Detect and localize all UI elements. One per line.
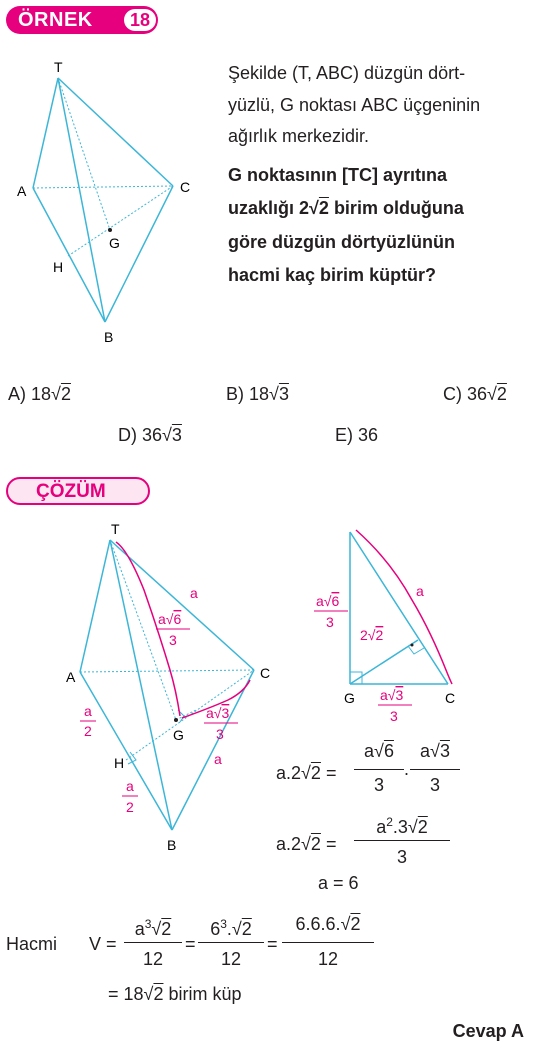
tri-label-a: a — [416, 583, 424, 599]
question-line-3: ağırlık merkezidir. — [228, 126, 370, 146]
sol-label-H: H — [114, 755, 125, 771]
question-bold-1: G noktasının [TC] ayrıtına — [228, 165, 448, 185]
vol-eq-2: = — [267, 934, 278, 954]
figure-tetrahedron-question — [0, 50, 220, 350]
option-b[interactable]: B) 18√3 — [226, 384, 289, 404]
label-B: B — [104, 329, 114, 345]
option-d[interactable]: D) 36√3 — [118, 425, 182, 445]
sol-gc-den: 3 — [216, 726, 224, 742]
tri-base-den: 3 — [390, 708, 398, 724]
eq1-num1: a√6 — [364, 741, 394, 761]
vol-f1-num: $a^3√2$ — [134, 917, 172, 939]
figure-tetrahedron-solution — [60, 520, 290, 860]
example-number: 18 — [124, 9, 156, 31]
sol-hb-num: a — [126, 778, 134, 794]
sol-ah-num: a — [84, 703, 92, 719]
eq2-num: $a^2.3√2$ — [376, 815, 428, 837]
question-line-2: yüzlü, G noktası ABC üçgeninin — [228, 95, 481, 115]
figure-right-triangle — [300, 520, 530, 730]
question-bold-3: göre düzgün dörtyüzlünün — [228, 232, 455, 252]
sol-gc-num: a√3 — [206, 705, 230, 721]
option-c[interactable]: C) 36√2 — [443, 384, 507, 404]
tri-label-G: G — [344, 690, 355, 706]
vol-f2-num: $6^3.√2$ — [210, 917, 252, 939]
volume-label: Hacmi — [6, 934, 58, 954]
example-tag — [6, 6, 158, 34]
eq1-num2: a√3 — [420, 741, 450, 761]
vol-f2-bar — [198, 942, 264, 943]
sol-label-T: T — [111, 521, 120, 537]
eq1-den2: 3 — [429, 775, 440, 795]
label-T: T — [54, 59, 63, 75]
answer: Cevap A — [452, 1021, 524, 1041]
label-H: H — [53, 259, 64, 275]
vol-f3-den: 12 — [317, 949, 339, 969]
tri-dist: 2√2 — [360, 627, 384, 643]
eq1-den1: 3 — [373, 775, 384, 795]
tri-base-num: a√3 — [380, 687, 404, 703]
eq1-bar2 — [410, 769, 460, 770]
eq1-lhs: a.2√2 = — [276, 763, 337, 783]
question-bold-2: uzaklığı 2√2 birim olduğuna — [228, 198, 464, 218]
label-C: C — [180, 179, 191, 195]
volume-result: = 18√2 birim küp — [108, 984, 242, 1004]
sol-edge-a-2: a — [214, 751, 222, 767]
sol-tg-den: 3 — [169, 632, 177, 648]
vol-eq-1: = — [185, 934, 196, 954]
eq3: a = 6 — [318, 873, 359, 893]
sol-edge-a: a — [190, 585, 198, 601]
question-bold-4: hacmi kaç birim küptür? — [228, 265, 437, 285]
tri-label-C: C — [445, 690, 456, 706]
option-e[interactable]: E) 36 — [335, 425, 379, 445]
question-line-1: Şekilde (T, ABC) düzgün dört- — [228, 63, 466, 83]
volume-v: V = — [89, 934, 117, 954]
eq1-dot: . — [404, 759, 410, 779]
tri-height-den: 3 — [326, 614, 334, 630]
vol-f3-bar — [282, 942, 374, 943]
sol-label-C: C — [260, 665, 271, 681]
solution-title: ÇÖZÜM — [36, 481, 106, 502]
sol-label-A: A — [66, 669, 76, 685]
tri-height-num: a√6 — [316, 593, 340, 609]
sol-label-G: G — [173, 727, 184, 743]
solution-tag — [6, 477, 150, 505]
sol-tg-num: a√6 — [158, 611, 182, 627]
vol-f1-den: 12 — [142, 949, 164, 969]
vol-f3-num: 6.6.6.√2 — [295, 914, 361, 934]
label-A: A — [17, 183, 27, 199]
eq2-bar — [354, 840, 450, 841]
sol-hb-den: 2 — [126, 799, 134, 815]
eq2-den: 3 — [396, 847, 407, 867]
sol-ah-den: 2 — [84, 723, 92, 739]
eq2-lhs: a.2√2 = — [276, 834, 337, 854]
sol-label-B: B — [167, 837, 177, 853]
label-G: G — [109, 235, 120, 251]
vol-f2-den: 12 — [220, 949, 242, 969]
example-label: ÖRNEK — [18, 9, 93, 31]
eq1-bar1 — [354, 769, 404, 770]
option-a[interactable]: A) 18√2 — [8, 384, 71, 404]
vol-f1-bar — [124, 942, 182, 943]
